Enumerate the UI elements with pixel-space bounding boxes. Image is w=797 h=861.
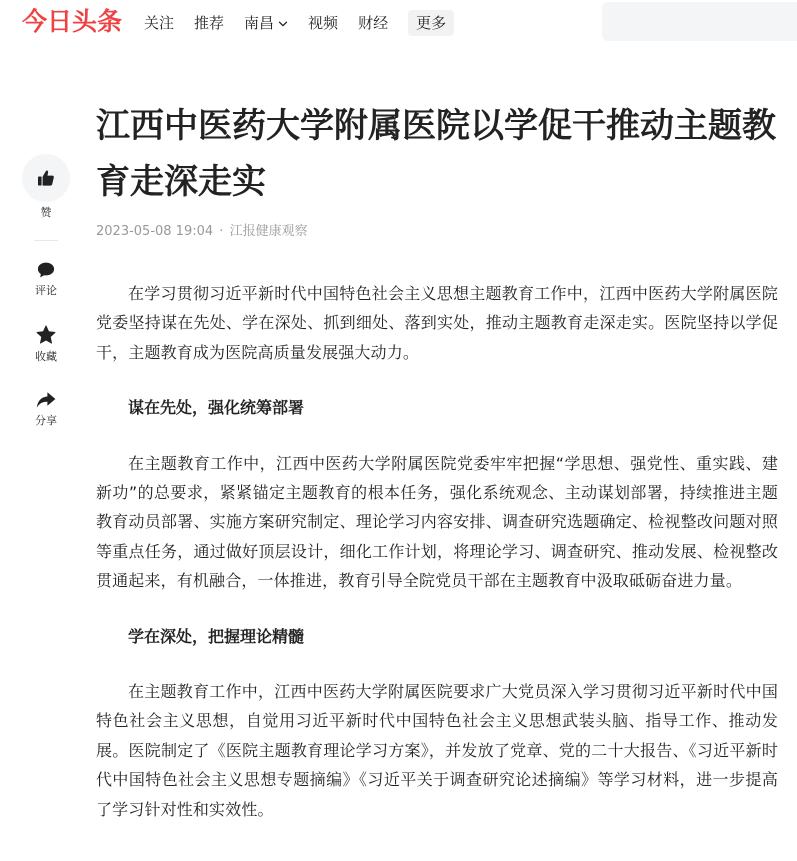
article-body xyxy=(96,279,778,850)
meta-separator: · xyxy=(219,224,224,239)
article-section-heading: 学在深处，把握理论精髓 xyxy=(128,626,305,646)
star-icon xyxy=(35,324,57,346)
nav-item-city-label: 南昌 xyxy=(244,14,275,32)
article-paragraph: 在学习贯彻习近平新时代中国特色社会主义思想主题教育工作中，江西中医药大学附属医院党委坚持谋在先处、学在深处、抓到细处、落到实处，推动主题教育走深走实。医院坚持以学促干，主题教育成为医院高质量发展强大动力。 xyxy=(96,284,778,362)
favorite-label: 收藏 xyxy=(35,350,57,363)
article-meta xyxy=(96,222,308,242)
like-icon-wrapper xyxy=(22,154,70,202)
article-paragraph: 在主题教育工作中，江西中医药大学附属医院党委牢牢把握“学思想、强党性、重实践、建新功”的总要求，紧紧锚定主题教育的根本任务，强化系统观念、主动谋划部署，持续推进主题教育动员部署、实施方案研究制定、理论学习内容安排、调查研究选题确定、检视整改问题对照等重点任务，通过做好顶层设计，细化工作计划，将理论学习、调查研究、推动发展、检视整改贯通起来，有机融合，一体推进，教育引导全院党员干部在主题教育中汲取砥砺奋进力量。 xyxy=(96,453,778,591)
thumbs-up-icon xyxy=(36,168,56,188)
nav-item-follow[interactable]: 关注 xyxy=(144,14,175,32)
article-section-heading: 谋在先处，强化统筹部署 xyxy=(128,398,305,418)
like-label: 赞 xyxy=(40,206,52,219)
chevron-down-icon xyxy=(278,19,288,29)
comment-button[interactable] xyxy=(22,260,70,298)
nav-item-city[interactable] xyxy=(244,10,288,36)
main-nav xyxy=(144,10,454,36)
search-input[interactable] xyxy=(602,2,797,41)
favorite-button[interactable] xyxy=(22,324,70,364)
article-source[interactable]: 江报健康观察 xyxy=(229,224,308,239)
top-navigation-bar xyxy=(0,0,797,44)
nav-more-button[interactable]: 更多 xyxy=(408,10,454,36)
share-button[interactable] xyxy=(22,390,70,428)
nav-item-finance[interactable]: 财经 xyxy=(358,14,389,32)
article-paragraph: 在主题教育工作中，江西中医药大学附属医院要求广大党员深入学习贯彻习近平新时代中国特色社会主义思想，自觉用习近平新时代中国特色社会主义思想武装头脑、指导工作、推动发展。医院制定了《医院主题教育理论学习方案》，并发放了党章、党的二十大报告、《习近平新时代中国特色社会主义思想专题摘编》《习近平关于调查研究论述摘编》等学习材料，进一步提高了学习针对性和实效性。 xyxy=(96,682,778,819)
article-title: 江西中医药大学附属医院以学促干推动主题教育走深走实 xyxy=(96,106,776,202)
rail-divider xyxy=(34,240,58,241)
comment-label: 评论 xyxy=(35,284,57,297)
nav-item-recommend[interactable]: 推荐 xyxy=(194,14,225,32)
nav-item-video[interactable]: 视频 xyxy=(308,14,339,32)
site-logo[interactable]: 今日头条 xyxy=(22,7,123,36)
share-label: 分享 xyxy=(35,414,57,427)
like-button[interactable] xyxy=(22,154,70,220)
publish-date: 2023-05-08 19:04 xyxy=(96,224,214,239)
share-arrow-icon xyxy=(35,390,57,410)
comment-icon xyxy=(36,260,56,280)
